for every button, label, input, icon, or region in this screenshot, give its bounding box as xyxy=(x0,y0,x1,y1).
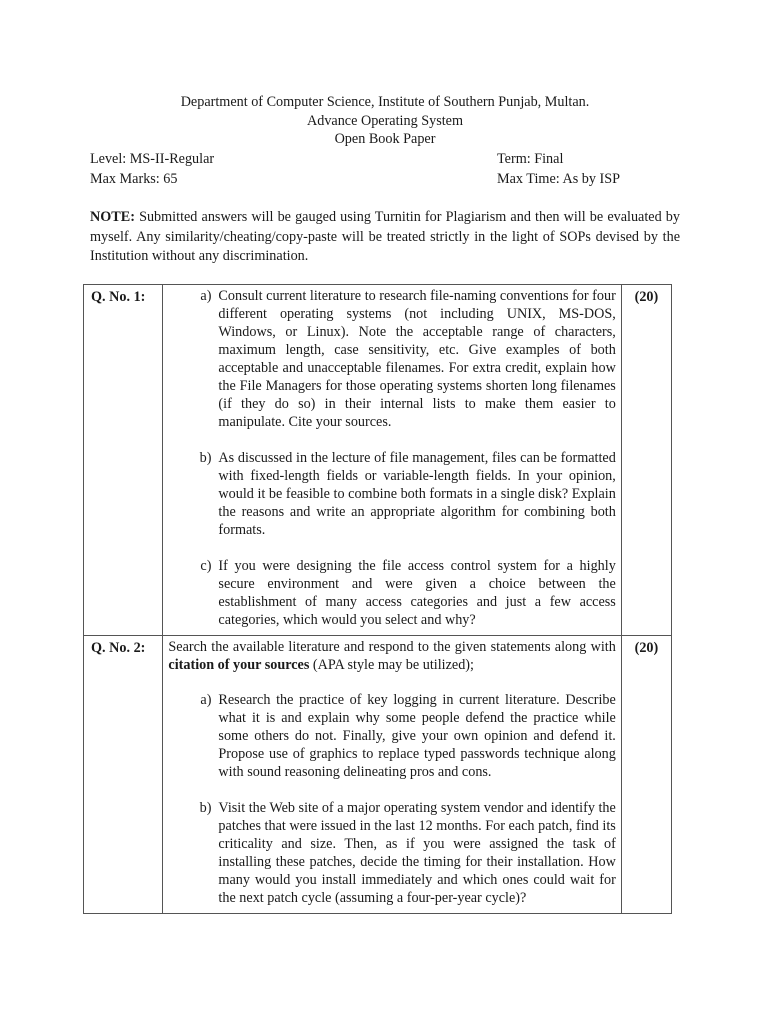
note-text: Submitted answers will be gauged using Turnitin for Plagiarism and then will be evaluated by myself. Any similarity/cheating/copy-paste will be treated strictly in the light of SOPs devised by the Institution without any discrimination. xyxy=(90,209,680,264)
part-label: c) xyxy=(200,558,212,574)
intro-text: Search the available literature and respond to the given statements along with xyxy=(168,639,616,655)
question-marks: (20) xyxy=(621,636,671,914)
part-label: b) xyxy=(199,450,212,466)
paper-header xyxy=(90,93,680,149)
paper-type: Open Book Paper xyxy=(334,131,436,147)
part-text: Visit the Web site of a major operating system vendor and identify the patches that were issued in the last 12 months. For each patch, find its criticality and size. Then, as if you were assigned the task of installing these patches, decide the timing for their installation. How many would you install immediately and which ones could wait for the next patch cycle (assuming a four-per-year cycle)? xyxy=(218,800,616,906)
question-marks: (20) xyxy=(621,285,671,636)
term-text: Term: Final xyxy=(497,151,564,167)
question-number: Q. No. 1: xyxy=(84,285,163,636)
course-title: Advance Operating System xyxy=(306,112,464,129)
part-label: a) xyxy=(200,692,212,708)
question-part xyxy=(168,287,615,431)
part-text: Research the practice of key logging in current literature. Describe what it is and explain why some people defend the practice while some others do not. Finally, give your own opinion and defend it. Propose use of graphics to replace typed passwords technique along with sound reasoning delineating pros and cons. xyxy=(218,692,616,780)
question-part xyxy=(168,449,615,539)
question-number: Q. No. 2: xyxy=(84,636,163,914)
question-body xyxy=(163,636,621,914)
max-time-text: Max Time: As by ISP xyxy=(497,171,620,187)
part-text: If you were designing the file access control system for a highly secure environment and were given a choice between the establishment of many access categories and just a few access categories, which would you select and why? xyxy=(218,558,616,628)
question-body xyxy=(163,285,621,636)
note-label: NOTE: xyxy=(90,209,135,225)
question-row-2 xyxy=(84,636,672,914)
part-label: a) xyxy=(200,288,212,304)
part-text: As discussed in the lecture of file management, files can be formatted with fixed-length fields or variable-length fields. In your opinion, would it be feasible to combine both formats in a single disk? Explain the reasons and write an appropriate algorithm for combining both formats. xyxy=(218,450,616,538)
question-part xyxy=(168,799,615,907)
max-marks-text: Max Marks: 65 xyxy=(90,171,178,187)
question-part xyxy=(168,691,615,781)
intro-bold-text: citation of your sources xyxy=(168,657,310,673)
question-part xyxy=(168,557,615,629)
questions-table xyxy=(83,284,672,914)
level-text: Level: MS-II-Regular xyxy=(90,151,215,167)
question-row-1 xyxy=(84,285,672,636)
question-intro xyxy=(168,638,615,674)
part-label: b) xyxy=(199,800,212,816)
intro-text-end: (APA style may be utilized); xyxy=(309,657,474,673)
part-text: Consult current literature to research file-naming conventions for four different operating systems (not including UNIX, MS-DOS, Windows, or Linux). Note the acceptable range of characters, maximum length, case sensitivity, etc. Give examples of both acceptable and unacceptable filenames. For extra credit, explain how the File Managers for those operating systems shorten long filenames (if they do so) in their internal lists to make them easier to manipulate. Cite your sources. xyxy=(218,288,616,430)
note-paragraph xyxy=(90,208,680,267)
department-line: Department of Computer Science, Institute of Southern Punjab, Multan. xyxy=(180,94,590,110)
